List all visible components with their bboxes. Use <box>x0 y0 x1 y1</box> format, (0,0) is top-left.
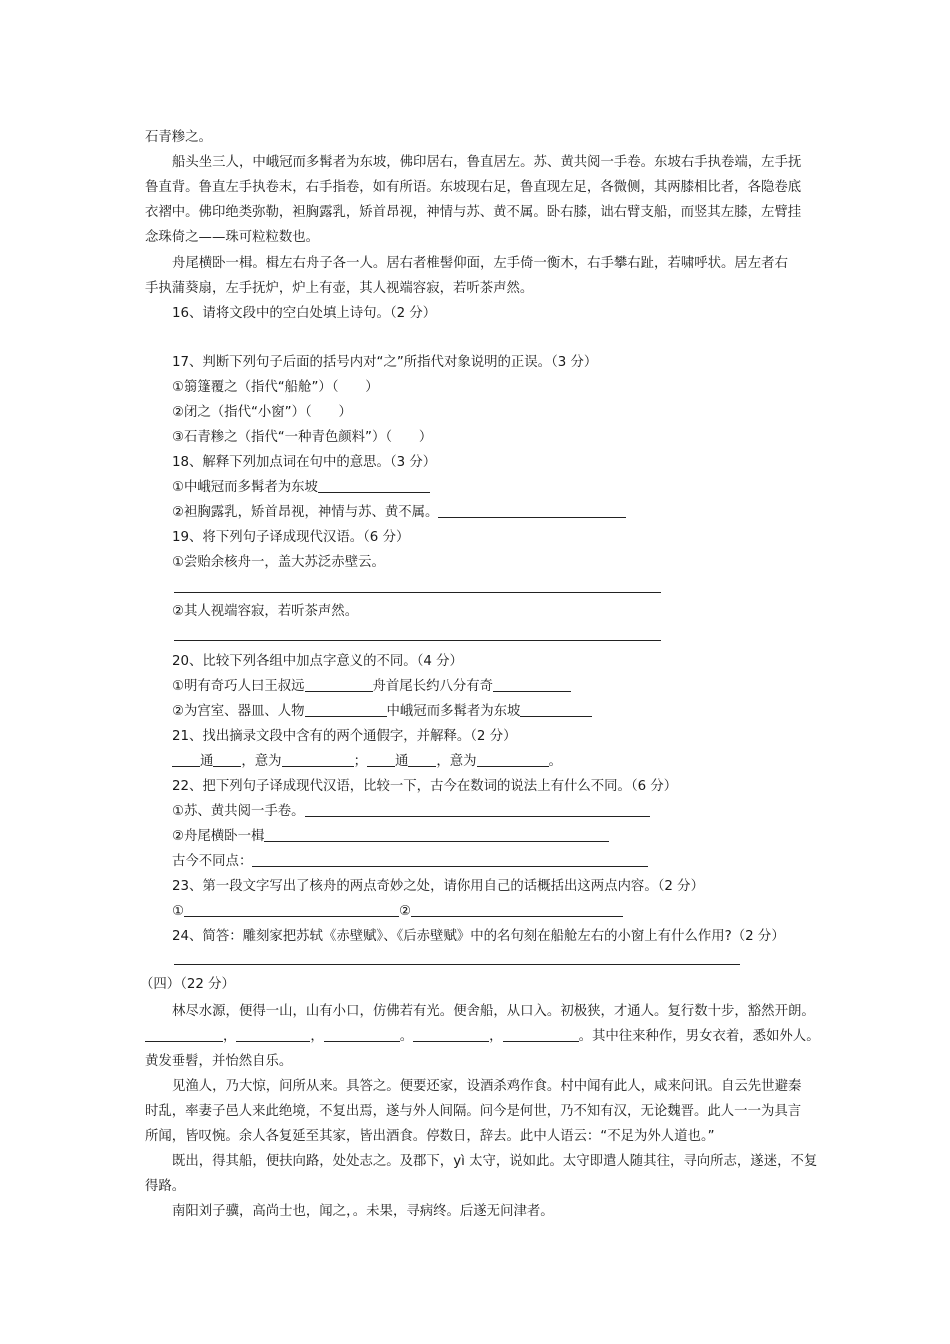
item-text: 。 <box>399 1029 414 1044</box>
item-text: ①明有奇巧人曰王叔远 <box>172 679 305 694</box>
item-text: ②袒胸露乳，矫首昂视，神情与苏、黄不属。 <box>172 505 439 520</box>
answer-blank[interactable] <box>438 503 626 518</box>
question-16: 16、请将文段中的空白处填上诗句。（2 分） <box>172 306 437 321</box>
answer-blank[interactable] <box>305 677 373 692</box>
answer-blank[interactable] <box>264 827 609 842</box>
passage-line: 手执蒲葵扇，左手抚炉，炉上有壶，其人视端容寂，若听茶声然。 <box>145 281 534 296</box>
passage-line: 衣褶中。佛印绝类弥勒，袒胸露乳，矫首昂视，神情与苏、黄不属。卧右膝，诎右臂支船，而竖其左膝，左臂挂 <box>145 205 802 220</box>
answer-blank[interactable] <box>236 1027 310 1042</box>
answer-blank[interactable] <box>252 852 648 867</box>
question-20: 20、比较下列各组中加点字意义的不同。（4 分） <box>172 654 463 669</box>
question-19: 19、将下列句子译成现代汉语。（6 分） <box>172 530 410 545</box>
passage-line: 船头坐三人，中峨冠而多髯者为东坡，佛印居右，鲁直居左。苏、黄共阅一手卷。东坡右手执卷端，左手抚 <box>172 155 802 170</box>
answer-line[interactable] <box>174 640 661 641</box>
question-22-item <box>172 802 852 822</box>
item-text: 舟首尾长约八分有奇 <box>372 679 494 694</box>
item-text: ； <box>353 754 367 769</box>
passage-line: 南阳刘子骥，高尚士也，闻之，。未果，寻病终。后遂无问津者。 <box>172 1204 554 1219</box>
item-text: ， <box>223 1029 237 1044</box>
question-18: 18、解释下列加点词在句中的意思。（3 分） <box>172 455 437 470</box>
question-18-item <box>172 478 852 498</box>
item-text: ②舟尾横卧一楫 <box>172 829 265 844</box>
passage-line: 既出，得其船，便扶向路，处处志之。及郡下，yì 太守，说如此。太守即遣人随其往，寻向所志，遂迷，不复 <box>172 1154 818 1169</box>
passage-line: 见渔人，乃大惊，问所从来。具答之。便要还家，设酒杀鸡作食。村中闻有此人，咸来问讯。自云先世避秦 <box>172 1079 802 1094</box>
question-21-item <box>172 752 852 772</box>
answer-blank[interactable] <box>305 702 387 717</box>
answer-blank[interactable] <box>145 1027 223 1042</box>
answer-line[interactable] <box>174 592 661 593</box>
answer-blank[interactable] <box>408 752 436 767</box>
question-22-item <box>172 852 852 872</box>
item-text: ， <box>489 1029 503 1044</box>
section-heading: （四）（22 分） <box>140 977 235 992</box>
question-22-item <box>172 827 852 847</box>
passage-line <box>145 1027 825 1047</box>
answer-blank[interactable] <box>493 677 571 692</box>
answer-blank[interactable] <box>213 752 241 767</box>
question-19-item: ①尝贻余核舟一，盖大苏泛赤壁云。 <box>172 555 385 570</box>
passage-line: 舟尾横卧一楫。楫左右舟子各一人。居右者椎髻仰面，左手倚一衡木，右手攀右趾，若啸呼状。居左者右 <box>172 256 788 271</box>
question-21: 21、找出摘录文段中含有的两个通假字，并解释。（2 分） <box>172 729 517 744</box>
answer-blank[interactable] <box>413 1027 489 1042</box>
passage-line: 石青糁之。 <box>145 130 212 145</box>
item-text: 中峨冠而多髯者为东坡 <box>386 704 521 719</box>
answer-blank[interactable] <box>282 752 354 767</box>
question-17: 17、判断下列句子后面的括号内对“之”所指代对象说明的正误。（3 分） <box>172 355 598 370</box>
item-text: ，意为 <box>241 754 282 769</box>
question-23: 23、第一段文字写出了核舟的两点奇妙之处，请你用自己的话概括出这两点内容。（2 分） <box>172 879 704 894</box>
answer-blank[interactable] <box>503 1027 579 1042</box>
passage-line: 得路。 <box>145 1179 186 1194</box>
question-17-item: ①篛篷覆之（指代“船舱”）（ ） <box>172 380 379 395</box>
answer-blank[interactable] <box>172 752 200 767</box>
item-text: ①中峨冠而多髯者为东坡 <box>172 480 318 495</box>
question-24: 24、简答：雕刻家把苏轼《赤壁赋》、《后赤壁赋》中的名句刻在船舱左右的小窗上有什么作用?（2 分） <box>172 929 785 944</box>
answer-blank[interactable] <box>411 902 623 917</box>
question-22: 22、把下列句子译成现代汉语，比较一下，古今在数词的说法上有什么不同。（6 分） <box>172 779 678 794</box>
question-19-item: ②其人视端容寂，若听茶声然。 <box>172 604 359 619</box>
item-text: 古今不同点： <box>172 854 253 869</box>
item-text: ， <box>310 1029 324 1044</box>
passage-line: 时乱，率妻子邑人来此绝境，不复出焉，遂与外人间隔。问今是何世，乃不知有汉，无论魏晋。此人一一为具言 <box>145 1104 802 1119</box>
passage-line: 林尽水源，便得一山，山有小口，仿佛若有光。便舍船，从口入。初极狭，才通人。复行数十步，豁然开朗。 <box>172 1004 815 1019</box>
answer-blank[interactable] <box>184 902 399 917</box>
answer-blank[interactable] <box>367 752 395 767</box>
answer-blank[interactable] <box>520 702 592 717</box>
question-20-item <box>172 677 852 697</box>
question-17-item: ③石青糁之（指代“一种青色颜料”）（ ） <box>172 430 433 445</box>
item-text: ① <box>172 904 185 919</box>
answer-blank[interactable] <box>305 802 650 817</box>
question-18-item <box>172 503 852 523</box>
answer-blank[interactable] <box>324 1027 400 1042</box>
passage-line: 所闻，皆叹惋。余人各复延至其家，皆出酒食。停数日，辞去。此中人语云：“不足为外人道也。” <box>145 1129 715 1144</box>
item-text: ② <box>399 904 412 919</box>
item-text: 。 <box>548 754 562 769</box>
answer-line[interactable] <box>174 964 740 965</box>
passage-line: 念珠倚之——珠可粒粒数也。 <box>145 230 320 245</box>
question-17-item: ②闭之（指代“小窗”）（ ） <box>172 405 352 420</box>
passage-line: 黄发垂髫，并怡然自乐。 <box>145 1054 293 1069</box>
item-text: 。其中往来种作，男女衣着，悉如外人。 <box>578 1029 820 1044</box>
question-23-item <box>172 902 852 922</box>
item-text: ，意为 <box>436 754 477 769</box>
item-text: 通 <box>394 754 409 769</box>
item-text: ①苏、黄共阅一手卷。 <box>172 804 305 819</box>
passage-line: 鲁直背。鲁直左手执卷末，右手指卷，如有所语。东坡现右足，鲁直现左足，各微侧，其两膝相比者，各隐卷底 <box>145 180 802 195</box>
question-20-item <box>172 702 852 722</box>
answer-blank[interactable] <box>318 478 430 493</box>
answer-blank[interactable] <box>477 752 549 767</box>
item-text: 通 <box>200 754 214 769</box>
item-text: ②为宫室、器皿、人物 <box>172 704 305 719</box>
